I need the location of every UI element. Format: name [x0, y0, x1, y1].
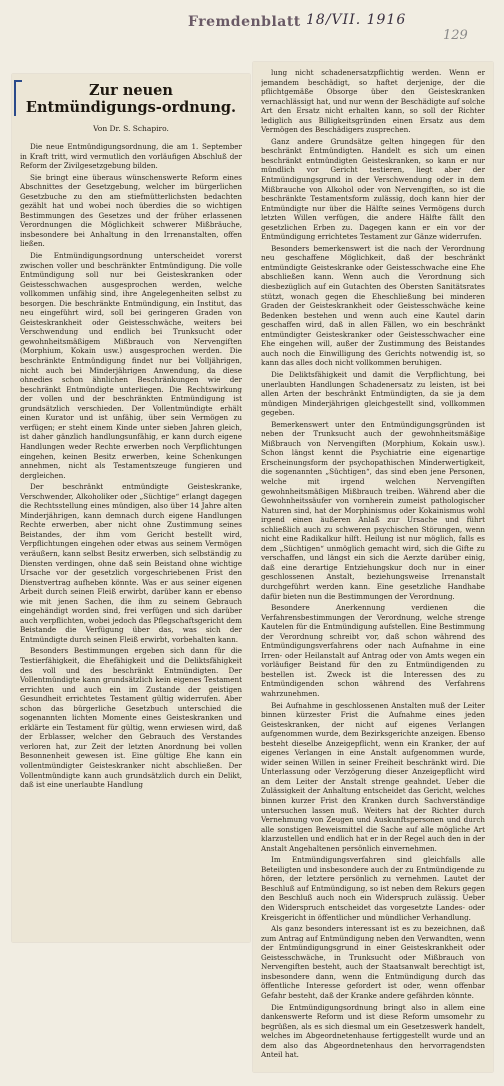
paragraph: Die Deliktsfähigkeit und damit die Verpflichtung, bei unerlaubten Handlungen Schadenersatz zu leisten, ist bei allen Arten der beschränkt Entmündigten, da sie ja dem mündigen Minderjährigen gleichgestellt sind, vollkommen gegeben.: [261, 369, 485, 418]
paragraph: Bei Aufnahme in geschlossenen Anstalten muß der Leiter binnen kürzester Frist die Aufnahme eines jeden Geisteskranken, der nicht auf eigenes Verlangen aufgenommen wurde, dem Bezirksgerichte anzeigen. Ebenso besteht dieselbe Anzeigepflicht, wenn ein Kranker, der auf eigenes Verlangen in eine Anstalt aufgenommen wurde, wider seinen Willen in seiner Freiheit beschränkt wird. Die Unterlassung oder Verzögerung dieser Anzeigepflicht wird an dem Leiter der Anstalt strenge geahndet. Ueber die Zulässigkeit der Anhaltung entscheidet das Gericht, welches binnen kurzer Frist den Kranken durch Sachverständige untersuchen lassen muß. Weiters hat der Richter durch Vernehmung von Zeugen und Auskunftspersonen und durch alle sonstigen Beweismittel die Sache auf alle mögliche Art klarzustellen und endlich hat er in der Regel auch den in der Anstalt Angehaltenen persönlich einvernehmen.: [261, 700, 485, 853]
handwritten-date: 18/VII. 1916: [306, 12, 407, 28]
page-header: [160, 10, 480, 43]
page-number: 129: [443, 28, 468, 43]
paragraph: Die Entmündigungsordnung unterscheidet vorerst zwischen voller und beschränkter Entmündigung. Die volle Entmündigung soll nur bei Geisteskranken oder Geistesschwachen ausgesprochen werden, welche vollkommen unfähig sind, ihre Angelegenheiten selbst zu besorgen. Die beschränkte Entmündigung, ein Institut, das neu eingeführt wird, soll bei geringeren Graden von Geisteskrankheit oder Geistesschwäche, weiters bei Verschwendung und endlich bei Trunksucht oder gewohnheitsmäßigem Mißbrauch von Nervengiften (Morphium, Kokain usw.) ausgesprochen werden. Die beschränkte Entmündigung findet nur bei Volljährigen, nicht auch bei Minderjährigen Anwendung, da diese ohnedies schon ähnlichen Beschränkungen wie der beschränkt Entmündigte unterliegen. Die Rechtswirkung der vollen und der beschränkten Entmündigung ist grundsätzlich verschieden. Der Vollentmündigte erhält einen Kurator und ist unfähig, über sein Vermögen zu verfügen; er steht einem Kinde unter sieben Jahren gleich, ist daher gänzlich handlungsunfähig, er kann durch eigene Handlungen weder Rechte erwerben noch Verpflichtungen eingehen, keinen Besitz erwerben, keine Schenkungen annehmen, nicht als Testamentszeuge fungieren und dergleichen.: [20, 251, 242, 480]
paragraph: Die Entmündigungsordnung bringt also in allem eine dankenswerte Reform und ist diese Reform umsomehr zu begrüßen, als es sich diesmal um ein Gesetzeswerk handelt, welches im Abgeordnetenhause fertiggestellt wurde und an dem also das Abgeordnetenhaus den hervorragendsten Anteil hat.: [261, 1002, 485, 1060]
left-column-text: [20, 142, 242, 934]
article-author: Von Dr. S. Schapiro.: [93, 124, 169, 133]
newspaper-name: Fremdenblatt: [188, 14, 301, 30]
paragraph: Der beschränkt entmündigte Geisteskranke, Verschwender, Alkoholiker oder „Süchtige“ erlangt dagegen die Rechtsstellung eines mündigen, also über 14 Jahre alten Minderjährigen, kann demnach durch eigene Handlungen Rechte erwerben, aber nicht ohne Zustimmung seines Beistandes, der ihm vom Gericht bestellt wird, Verpflichtungen eingehen oder etwas aus seinem Vermögen veräußern, kann selbst Besitz erwerben, sich selbständig zu Diensten verdingen, ohne daß sein Beistand ohne wichtige Ursache vor der gesetzlich vorgeschriebenen Frist den Dienstvertrag aufheben könnte. Was er aus seiner eigenen Arbeit durch seinen Fleiß erwirbt, darüber kann er ebenso wie mit jenen Sachen, die ihm zu seinem Gebrauch eingehändigt worden sind, frei verfügen und sich darüber auch verpflichten, wobei jedoch das Pflegschaftsgericht dem Beistande die Verfügung über das, was sich der Entmündigte durch seinen Fleiß erwirbt, vorbehalten kann.: [20, 482, 242, 644]
clipping-left-column: [12, 74, 250, 942]
paragraph: Besondere Anerkennung verdienen die Verfahrensbestimmungen der Verordnung, welche strenge Kautelen für die Entmündigung aufstellen. Eine Bestimmung der Verordnung schreibt vor, daß schon während des Entmündigungsverfahrens oder nach Aufnahme in eine Irren- oder Heilanstalt auf Antrag oder von Amts wegen ein vorläufiger Beistand für den zu Entmündigenden zu bestellen ist. Zweck ist die Interessen des zu Entmündigenden schon während des Verfahrens wahrzunehmen.: [261, 603, 485, 698]
paragraph: lung nicht schadenersatzpflichtig werden. Wenn er jemandem beschädigt, so haftet derjenige, der die pflichtgemäße Obsorge über den Geisteskranken vernachlässigt hat, und nur wenn der Beschädigte auf solche Art den Ersatz nicht erhalten kann, so soll der Richter lediglich aus Billigkeitsgründen einen Ersatz aus dem Vermögen des Beschädigers zusprechen.: [261, 68, 485, 135]
title-bracket-mark: [14, 80, 22, 116]
paragraph: Im Entmündigungsverfahren sind gleichfalls alle Beteiligten und insbesondere auch der zu Entmündigende zu hören, der letztere persönlich zu vernehmen. Lautet der Beschluß auf Entmündigung, so ist neben dem Rekurs gegen den Beschluß auch noch ein Widerspruch zulässig. Ueber den Widerspruch entscheidet das vorgesetzte Landes- oder Kreisgericht in öffentlicher und mündlicher Verhandlung.: [261, 855, 485, 922]
paragraph: Ganz andere Grundsätze gelten hingegen für den beschränkt Entmündigten. Handelt es sich um einen beschränkt entmündigten Geisteskranken, so kann er nur mündlich vor Gericht testieren, liegt aber der Entmündigungsgrund in der Verschwendung oder in dem Mißbrauche von Alkohol oder von Nervengiften, so ist die beschränkte Testamentsform zulässig, doch kann hier der Entmündigte nur über die Hälfte seines Vermögens durch letzten Willen verfügen, die andere Hälfte fällt den gesetzlichen Erben zu. Dagegen kann er ein vor der Entmündigung errichtetes Testament zur Gänze widerrufen.: [261, 136, 485, 242]
clipping-right-column: [253, 62, 493, 1072]
paragraph: Sie bringt eine überaus wünschenswerte Reform eines Abschnittes der Gesetzgebung, welcher im bürgerlichen Gesetzbuche zu den am stiefmütterlichsten bedachten gezählt hat und wobei noch überdies die so wichtigen Bestimmungen des Gesetzes und der früher erlassenen Verordnungen die Möglichkeit schwerer Mißbräuche, insbesondere bei Anhaltung in den Irrenanstalten, offen ließen.: [20, 172, 242, 249]
paragraph: Die neue Entmündigungsordnung, die am 1. September in Kraft tritt, wird vermutlich den vorläufigen Abschluß der Reform der Zivilgesetzgebung bilden.: [20, 142, 242, 171]
article-title: Zur neuen Entmündigungs-ordnung.: [25, 82, 237, 116]
paragraph: Besonders bemerkenswert ist die nach der Verordnung neu geschaffene Möglichkeit, daß der beschränkt entmündigte Geisteskranke oder Geistesschwache eine Ehe abschließen kann. Wenn auch die Verordnung sich diesbezüglich auf ein Gutachten des Obersten Sanitätsrates stützt, wonach gegen die Eheschließung bei minderen Graden der Geisteskrankheit oder Geistesschwäche keine Bedenken bestehen und wenn auch eine Kautel darin geschaffen wird, daß in allen Fällen, wo ein beschränkt entmündigter Geisteskranker oder Geistesschwacher eine Ehe eingehen will, außer der Zustimmung des Beistandes auch noch die Einwilligung des Gerichts notwendig ist, so kann das alles doch nicht vollkommen beruhigen.: [261, 243, 485, 368]
right-column-text: [261, 68, 485, 1064]
paragraph: Besonders Bestimmungen ergeben sich dann für die Testierfähigkeit, die Ehefähigkeit und die Deliktsfähigkeit des voll und des beschränkt Entmündigten. Der Vollentmündigte kann grundsätzlich kein eigenes Testament errichten und auch ein im Zustande der geistigen Gesundheit errichtetes Testament gültig widerrufen. Aber schon das bürgerliche Gesetzbuch unterschied die sogenannten lichten Momente eines Geisteskranken und erklärte ein Testament für gültig, wenn erwiesen wird, daß der Erblasser, welcher den Gebrauch des Verstandes verloren hat, zur Zeit der letzten Anordnung bei vollen Besonnenheit gewesen ist. Eine gültige Ehe kann ein vollentmündigter Geisteskranker nicht abschließen. Der Vollentmündigte kann auch grundsätzlich durch ein Delikt, daß ist eine unerlaubte Handlung: [20, 646, 242, 790]
paragraph: Als ganz besonders interessant ist es zu bezeichnen, daß zum Antrag auf Entmündigung neben den Verwandten, wenn der Entmündigungsgrund in einer Geisteskrankheit oder Geistesschwäche, in Trunksucht oder Mißbrauch von Nervengiften besteht, auch der Staatsanwalt berechtigt ist, insbesondere dann, wenn die Entmündigung durch das öffentliche Interesse gefordert ist oder, wenn offenbar Gefahr besteht, daß der Kranke andere gefährden könnte.: [261, 924, 485, 1000]
paragraph: Bemerkenswert unter den Entmündigungsgründen ist neben der Trunksucht auch der gewohnheitsmäßige Mißbrauch von Nervengiften (Morphium, Kokain usw.). Schon längst kennt die Psychiatrie eine eigenartige Erscheinungsform der psychopathischen Minderwertigkeit, die sogenannten „Süchtigen“, das sind eben jene Personen, welche mit irgend welchen Nervengiften gewohnheitsmäßigen Mißbrauch treiben. Während aber die Gewohnheitssäufer von vornherein zumeist pathologischer Naturen sind, hat der Morphinismus oder Kokainismus wohl irgend einen äußeren Anlaß zur Ursache und führt schließlich auch zu schweren psychischen Störungen, wenn nicht eine Radikalkur hilft. Heilung ist nur möglich, falls es dem „Süchtigen“ unmöglich gemacht wird, sich die Gifte zu verschaffen, und längst ein sich die Aerzte darüber einig, daß eine derartige Entziehungskur doch nur in einer geschlossenen Anstalt, beziehungsweise Irrenanstalt durchgeführt werden kann. Eine gesetzliche Handhabe dafür bieten nun die Bestimmungen der Verordnung.: [261, 419, 485, 601]
